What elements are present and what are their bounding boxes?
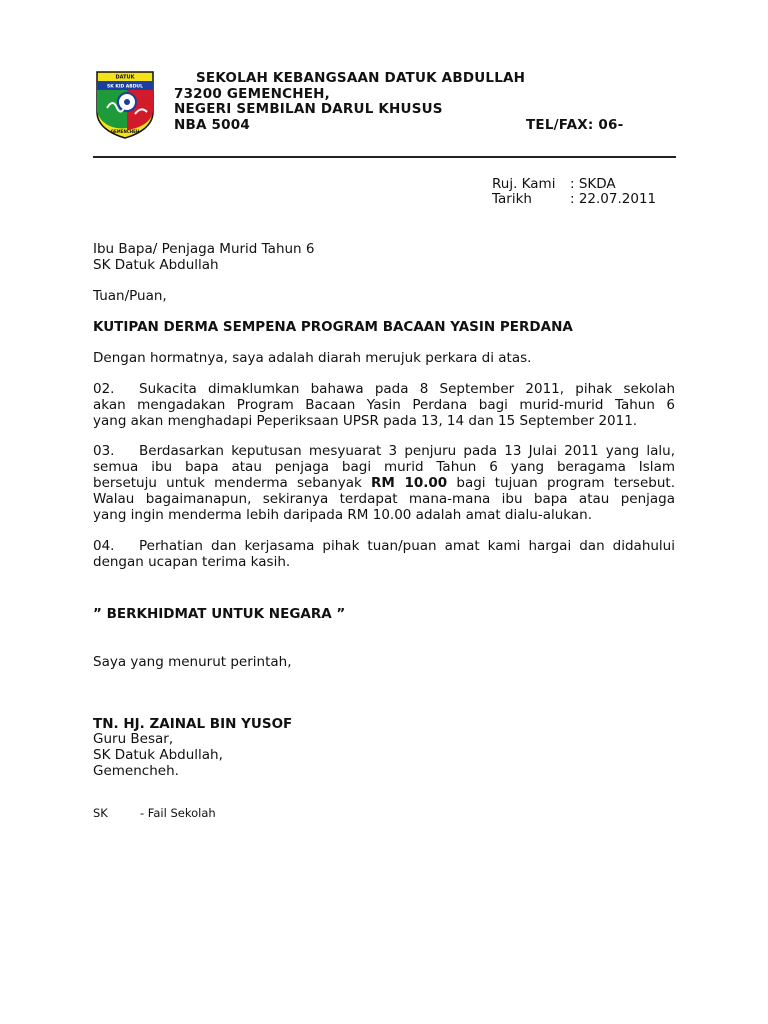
signatory-name: TN. HJ. ZAINAL BIN YUSOF [93,716,293,732]
tel-fax: TEL/FAX: 06- [526,117,624,133]
logo-bottom-text: GEMENCHEH [110,129,140,134]
signatory-place: Gemencheh. [93,763,179,779]
paragraph-04 [93,538,675,570]
signatory-org: SK Datuk Abdullah, [93,747,223,763]
recipient-line-1: Ibu Bapa/ Penjaga Murid Tahun 6 [93,241,315,257]
para03-text-3a: bersetuju untuk menderma sebanyak [93,475,362,491]
para04-number: 04. [93,538,115,554]
school-code: NBA 5004 [174,117,250,133]
ref-ruj [492,176,616,192]
donation-amount: RM 10.00 [371,475,448,491]
cc-value: - Fail Sekolah [140,806,216,820]
para04-line-2: dengan ucapan terima kasih. [93,554,291,570]
paragraph-02 [93,381,675,429]
school-name: SEKOLAH KEBANGSAAN DATUK ABDULLAH [196,70,526,86]
para03-text-1: Berdasarkan keputusan mesyuarat 3 penjuru pada 13 Julai 2011 yang lalu, [139,443,675,459]
header-divider [93,156,676,158]
para03-line-4: Walau bagaimanapun, sekiranya terdapat mana-mana ibu bapa atau penjaga [93,491,675,507]
signatory-title: Guru Besar, [93,731,174,747]
para03-line-1 [93,443,675,459]
address-line-2: NEGERI SEMBILAN DARUL KHUSUS [174,101,443,117]
ruj-label: Ruj. Kami [492,176,556,192]
para02-text-1: Sukacita dimaklumkan bahawa pada 8 September 2011, pihak sekolah [139,381,675,397]
paragraph-03 [93,443,675,523]
para03-line-3 [93,475,675,491]
logo-band-text: SK KID ABDUL [107,84,143,90]
para04-text-1: Perhatian dan kerjasama pihak tuan/puan amat kami hargai dan didahului [139,538,675,554]
para03-text-3c: bagi tujuan program tersebut. [456,475,675,491]
tarikh-label: Tarikh [492,191,532,207]
para03-line-2: semua ibu bapa atau penjaga bagi murid Tahun 6 yang beragama Islam [93,459,675,475]
motto: ” BERKHIDMAT UNTUK NEGARA ” [93,606,346,622]
para03-line-5: yang ingin menderma lebih daripada RM 10.00 adalah amat dialu-alukan. [93,507,592,523]
ref-tarikh [492,191,656,207]
ruj-value: : SKDA [570,176,616,192]
salutation: Tuan/Puan, [93,288,167,304]
school-crest-logo [93,68,157,140]
cc-label: SK [93,806,108,820]
para02-line-1 [93,381,675,397]
tarikh-value: : 22.07.2011 [570,191,657,207]
para04-line-1 [93,538,675,554]
address-line-1: 73200 GEMENCHEH, [174,86,330,102]
logo-top-text: DATUK [115,74,135,81]
opening-line: Dengan hormatnya, saya adalah diarah merujuk perkara di atas. [93,350,532,366]
para02-line-2: akan mengadakan Program Bacaan Yasin Perdana bagi murid-murid Tahun 6 [93,397,675,413]
para02-number: 02. [93,381,115,397]
para03-number: 03. [93,443,115,459]
recipient-line-2: SK Datuk Abdullah [93,257,219,273]
closing-line: Saya yang menurut perintah, [93,654,292,670]
subject-heading: KUTIPAN DERMA SEMPENA PROGRAM BACAAN YASIN PERDANA [93,319,573,335]
para02-line-3: yang akan menghadapi Peperiksaan UPSR pada 13, 14 dan 15 September 2011. [93,413,638,429]
